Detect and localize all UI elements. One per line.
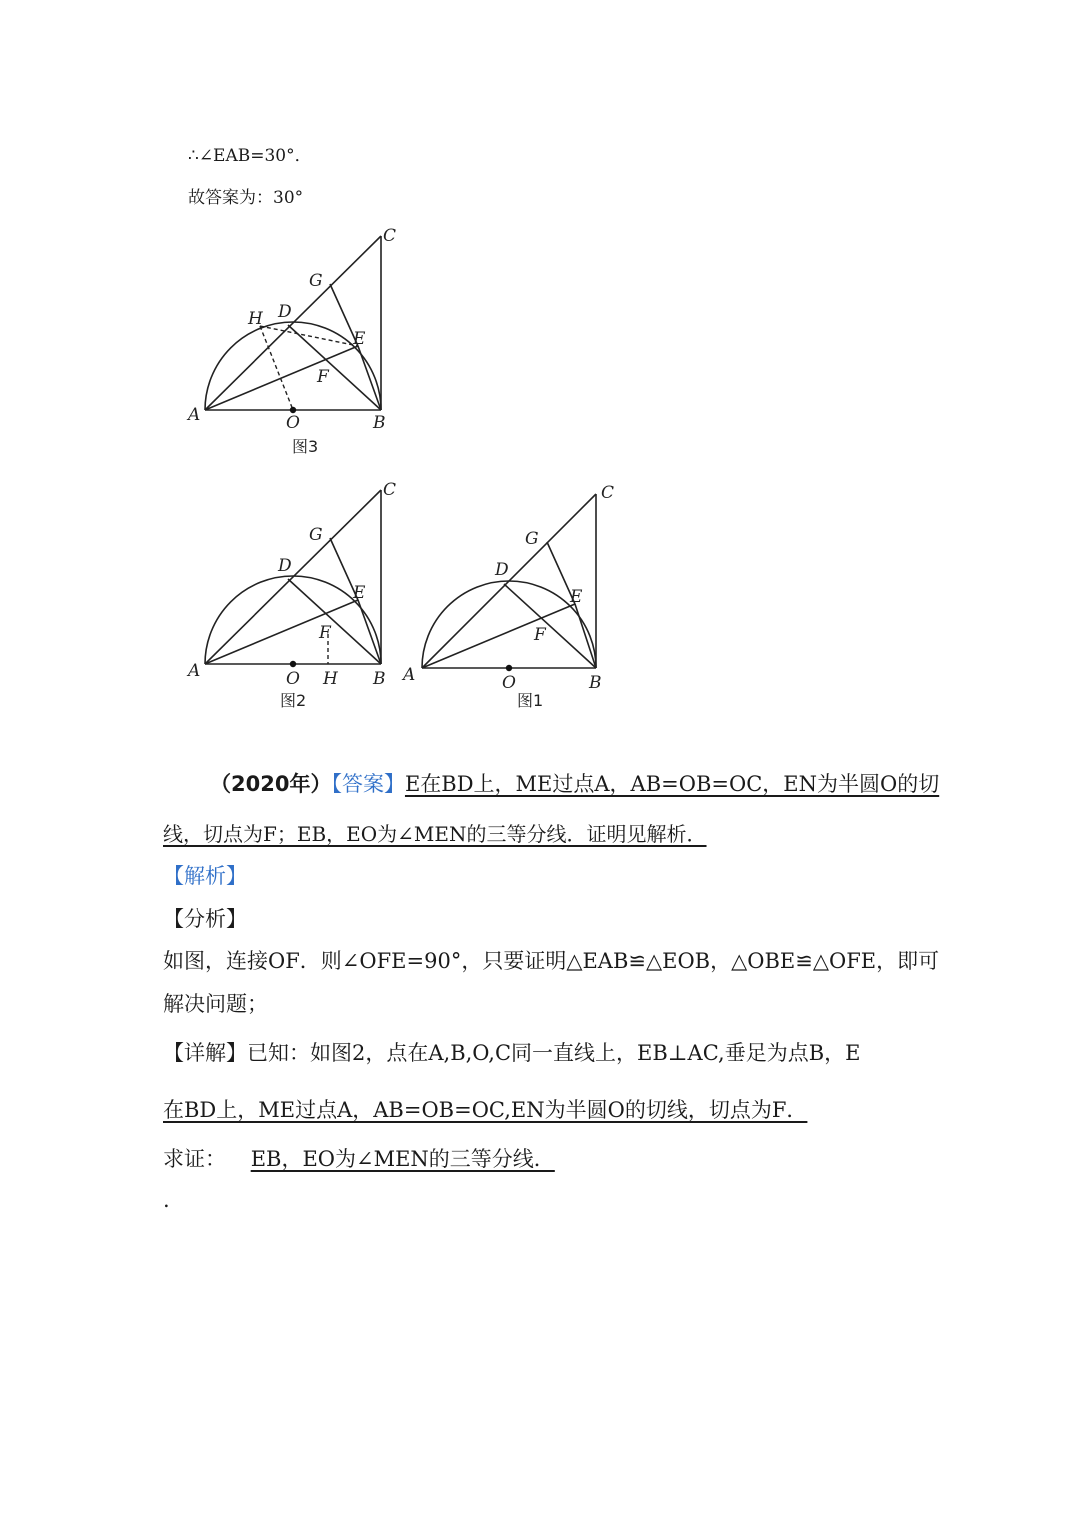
fig2-label-F: F	[319, 623, 331, 643]
footer-dot: .	[163, 1188, 170, 1212]
detail-text-2: 在BD上，ME过点A，AB=OB=OC,EN为半圆O的切线，切点为F．	[163, 1098, 808, 1122]
conclusion-line: ∴∠EAB=30°．	[188, 146, 312, 166]
fig1-label-O: O	[502, 673, 516, 693]
fig1-label-A: A	[403, 665, 416, 685]
fig3-label-D: D	[278, 302, 292, 322]
fig1-label-F: F	[534, 625, 546, 645]
answer-line-1	[210, 768, 939, 798]
fig3-label-A: A	[188, 405, 201, 425]
answer-text-2: 线，切点为F；EB，EO为∠MEN的三等分线．证明见解析．	[163, 822, 707, 846]
fig1-label-G: G	[525, 529, 539, 549]
fig2-label-E: E	[353, 583, 366, 603]
analysis-text-1: 如图，连接OF．则∠OFE=90°，只要证明△EAB≌△EOB，△OBE≌△OFE，即可	[163, 949, 940, 973]
answer-tag: 【答案】	[331, 772, 405, 796]
analysis-tag: 【解析】	[163, 864, 247, 888]
fig1-label-C: C	[601, 483, 615, 503]
detail-line-1	[163, 1037, 860, 1067]
fig3-label-F: F	[317, 367, 329, 387]
year-label: （2020年）	[210, 772, 332, 796]
fig2-label-O: O	[286, 669, 300, 689]
fig2-label-D: D	[278, 556, 292, 576]
figure-1	[400, 480, 640, 720]
fig3-label-G: G	[309, 271, 323, 291]
prove-line	[163, 1143, 555, 1173]
analysis-text-2: 解决问题；	[163, 992, 268, 1016]
fig2-label-G: G	[309, 525, 323, 545]
answer-text-1: E在BD上，ME过点A，AB=OB=OC，EN为半圆O的切	[404, 772, 940, 796]
answer-note-line: 故答案为：30°	[188, 188, 304, 208]
fig3-label-B: B	[373, 413, 386, 433]
fig3-caption: 图3	[292, 437, 319, 456]
figure-3	[180, 222, 420, 462]
detail-tag: 【详解】	[163, 1041, 247, 1065]
fig3-label-E: E	[353, 329, 366, 349]
fig2-caption: 图2	[280, 691, 307, 710]
figure-2	[180, 476, 420, 716]
fig2-label-A: A	[188, 661, 201, 681]
prove-text: EB，EO为∠MEN的三等分线．	[250, 1147, 555, 1171]
fig3-label-O: O	[286, 413, 300, 433]
fig2-label-H: H	[323, 669, 338, 689]
detail-text-1: 已知：如图2，点在A,B,O,C同一直线上，EB⊥AC,垂足为点B，E	[247, 1041, 861, 1065]
fig1-label-B: B	[589, 673, 602, 693]
fig2-label-B: B	[373, 669, 386, 689]
fig3-label-C: C	[383, 226, 397, 246]
fig1-caption: 图1	[517, 691, 544, 710]
answer-line-2	[163, 818, 707, 847]
fig1-label-E: E	[570, 587, 583, 607]
detail-line-2	[163, 1094, 807, 1124]
fig2-label-C: C	[383, 480, 397, 500]
fig3-label-H: H	[248, 309, 263, 329]
prove-label: 求证：	[163, 1147, 226, 1171]
fig1-label-D: D	[495, 560, 509, 580]
analysis-subtag: 【分析】	[163, 907, 247, 931]
